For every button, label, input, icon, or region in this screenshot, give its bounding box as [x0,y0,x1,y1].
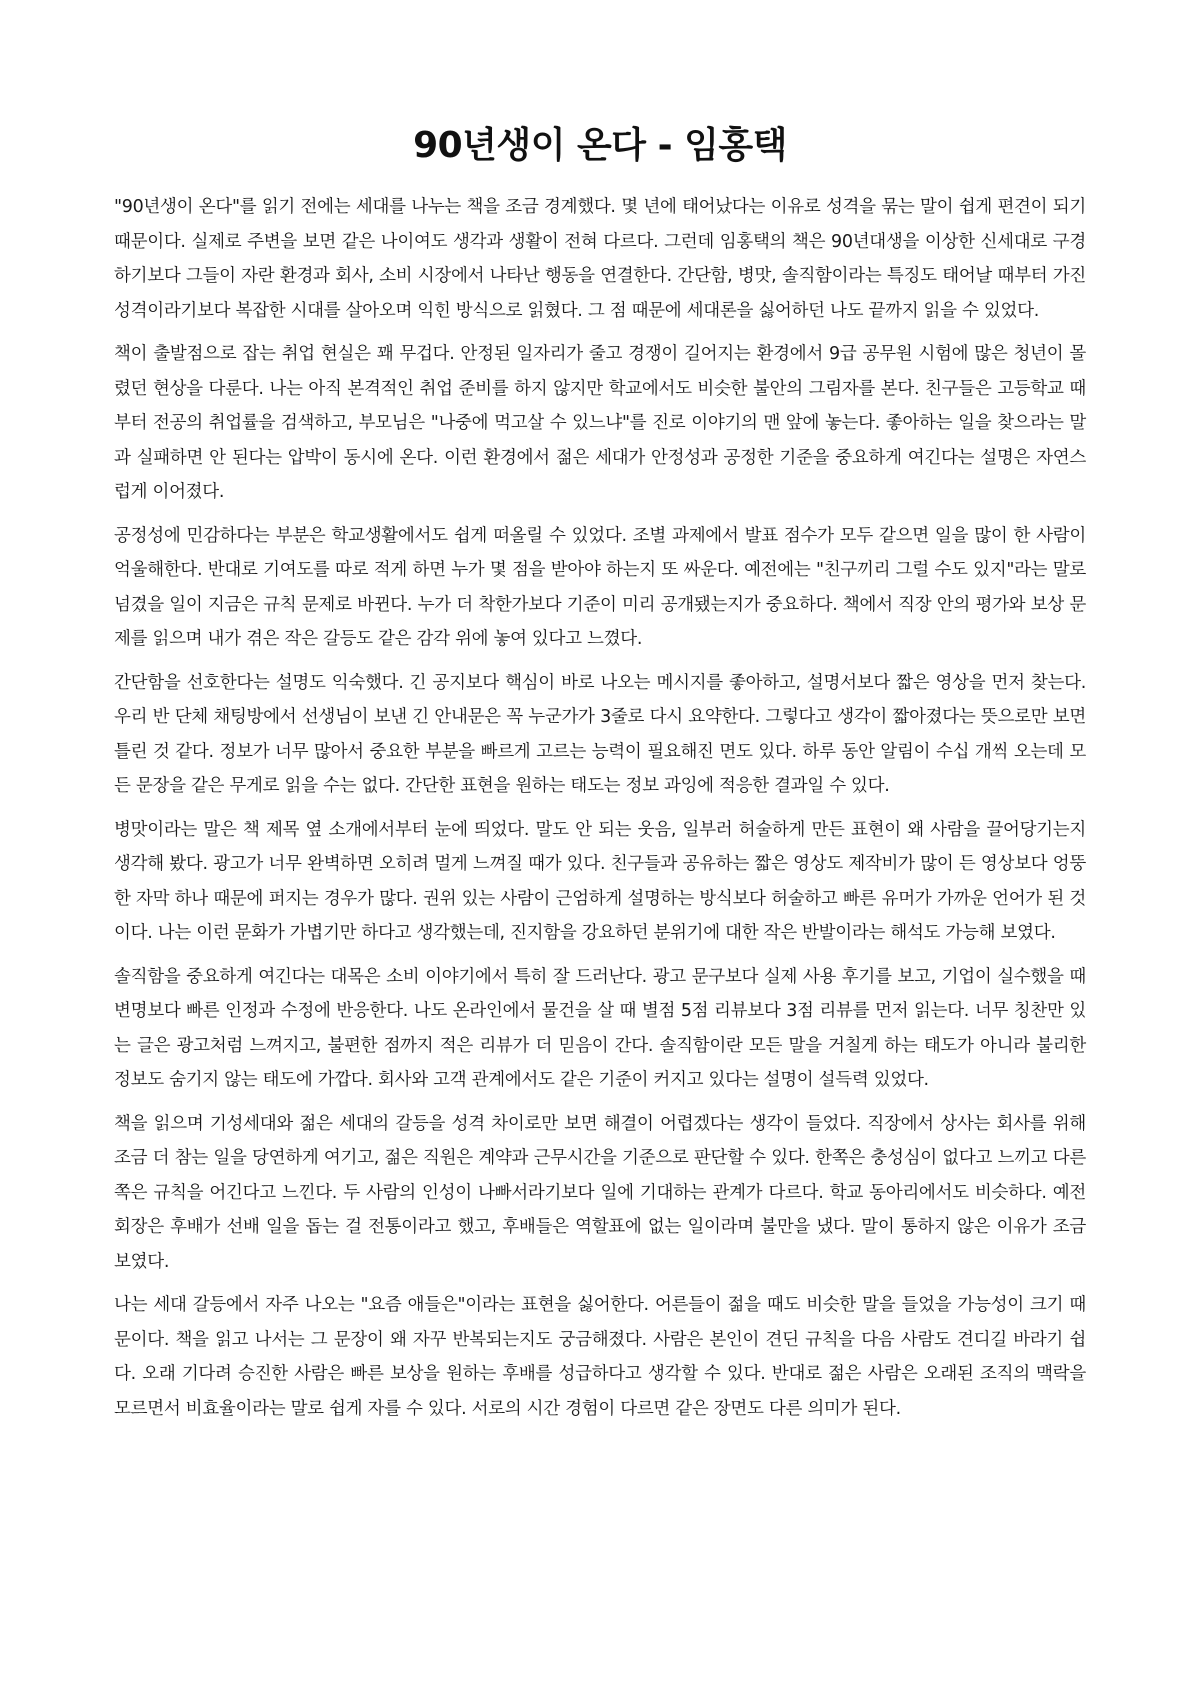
paragraph-3: 공정성에 민감하다는 부분은 학교생활에서도 쉽게 떠올릴 수 있었다. 조별 과제에서 발표 점수가 모두 같으면 일을 많이 한 사람이 억울해한다. 반대로 기여도를 따로 적게 하면 누가 몇 점을 받아야 하는지 또 싸운다. 예전에는 "친구끼리 그럴 수도 있지"라는 말로 넘겼을 일이 지금은 규칙 문제로 바뀐다. 누가 더 착한가보다 기준이 미리 공개됐는지가 중요하다. 책에서 직장 안의 평가와 보상 문제를 읽으며 내가 겪은 작은 갈등도 같은 감각 위에 놓여 있다고 느꼈다. [114,525,1086,649]
paragraph-2: 책이 출발점으로 잡는 취업 현실은 꽤 무겁다. 안정된 일자리가 줄고 경쟁이 길어지는 환경에서 9급 공무원 시험에 많은 청년이 몰렸던 현상을 다룬다. 나는 아직 본격적인 취업 준비를 하지 않지만 학교에서도 비슷한 불안의 그림자를 본다. 친구들은 고등학교 때부터 전공의 취업률을 검색하고, 부모님은 "나중에 먹고살 수 있느냐"를 진로 이야기의 맨 앞에 놓는다. 좋아하는 일을 찾으라는 말과 실패하면 안 된다는 압박이 동시에 온다. 이런 환경에서 젊은 세대가 안정성과 공정한 기준을 중요하게 여긴다는 설명은 자연스럽게 이어졌다. [114,344,1086,502]
paragraph-4: 간단함을 선호한다는 설명도 익숙했다. 긴 공지보다 핵심이 바로 나오는 메시지를 좋아하고, 설명서보다 짧은 영상을 먼저 찾는다. 우리 반 단체 채팅방에서 선생님이 보낸 긴 안내문은 꼭 누군가가 3줄로 다시 요약한다. 그렇다고 생각이 짧아졌다는 뜻으로만 보면 틀린 것 같다. 정보가 너무 많아서 중요한 부분을 빠르게 고르는 능력이 필요해진 면도 있다. 하루 동안 알림이 수십 개씩 오는데 모든 문장을 같은 무게로 읽을 수는 없다. 간단한 표현을 원하는 태도는 정보 과잉에 적응한 결과일 수 있다. [114,672,1086,796]
paragraph-5: 병맛이라는 말은 책 제목 옆 소개에서부터 눈에 띄었다. 말도 안 되는 웃음, 일부러 허술하게 만든 표현이 왜 사람을 끌어당기는지 생각해 봤다. 광고가 너무 완벽하면 오히려 멀게 느껴질 때가 있다. 친구들과 공유하는 짧은 영상도 제작비가 많이 든 영상보다 엉뚱한 자막 하나 때문에 퍼지는 경우가 많다. 권위 있는 사람이 근엄하게 설명하는 방식보다 허술하고 빠른 유머가 가까운 언어가 된 것이다. 나는 이런 문화가 가볍기만 하다고 생각했는데, 진지함을 강요하던 분위기에 대한 작은 반발이라는 해석도 가능해 보였다. [114,819,1086,943]
paragraph-8: 나는 세대 갈등에서 자주 나오는 "요즘 애들은"이라는 표현을 싫어한다. 어른들이 젊을 때도 비슷한 말을 들었을 가능성이 크기 때문이다. 책을 읽고 나서는 그 문장이 왜 자꾸 반복되는지도 궁금해졌다. 사람은 본인이 견딘 규칙을 다음 사람도 견디길 바라기 쉽다. 오래 기다려 승진한 사람은 빠른 보상을 원하는 후배를 성급하다고 생각할 수 있다. 반대로 젊은 사람은 오래된 조직의 맥락을 모르면서 비효율이라는 말로 쉽게 자를 수 있다. 서로의 시간 경험이 다르면 같은 장면도 다른 의미가 된다. [114,1295,1086,1419]
paragraph-7: 책을 읽으며 기성세대와 젊은 세대의 갈등을 성격 차이로만 보면 해결이 어렵겠다는 생각이 들었다. 직장에서 상사는 회사를 위해 조금 더 참는 일을 당연하게 여기고, 젊은 직원은 계약과 근무시간을 기준으로 판단할 수 있다. 한쪽은 충성심이 없다고 느끼고 다른 쪽은 규칙을 어긴다고 느낀다. 두 사람의 인성이 나빠서라기보다 일에 기대하는 관계가 다르다. 학교 동아리에서도 비슷하다. 예전 회장은 후배가 선배 일을 돕는 걸 전통이라고 했고, 후배들은 역할표에 없는 일이라며 불만을 냈다. 말이 통하지 않은 이유가 조금 보였다. [114,1113,1086,1272]
document-page [114,120,1086,1435]
paragraph-6: 솔직함을 중요하게 여긴다는 대목은 소비 이야기에서 특히 잘 드러난다. 광고 문구보다 실제 사용 후기를 보고, 기업이 실수했을 때 변명보다 빠른 인정과 수정에 반응한다. 나도 온라인에서 물건을 살 때 별점 5점 리뷰보다 3점 리뷰를 먼저 읽는다. 너무 칭찬만 있는 글은 광고처럼 느껴지고, 불편한 점까지 적은 리뷰가 더 믿음이 간다. 솔직함이란 모든 말을 거칠게 하는 태도가 아니라 불리한 정보도 숨기지 않는 태도에 가깝다. 회사와 고객 관계에서도 같은 기준이 커지고 있다는 설명이 설득력 있었다. [114,966,1086,1090]
paragraph-1: "90년생이 온다"를 읽기 전에는 세대를 나누는 책을 조금 경계했다. 몇 년에 태어났다는 이유로 성격을 묶는 말이 쉽게 편견이 되기 때문이다. 실제로 주변을 보면 같은 나이여도 생각과 생활이 전혀 다르다. 그런데 임홍택의 책은 90년대생을 이상한 신세대로 구경하기보다 그들이 자란 환경과 회사, 소비 시장에서 나타난 행동을 연결한다. 간단함, 병맛, 솔직함이라는 특징도 태어날 때부터 가진 성격이라기보다 복잡한 시대를 살아오며 익힌 방식으로 읽혔다. 그 점 때문에 세대론을 싫어하던 나도 끝까지 읽을 수 있었다. [114,197,1086,321]
page-title: 90년생이 온다 - 임홍택 [413,125,787,166]
